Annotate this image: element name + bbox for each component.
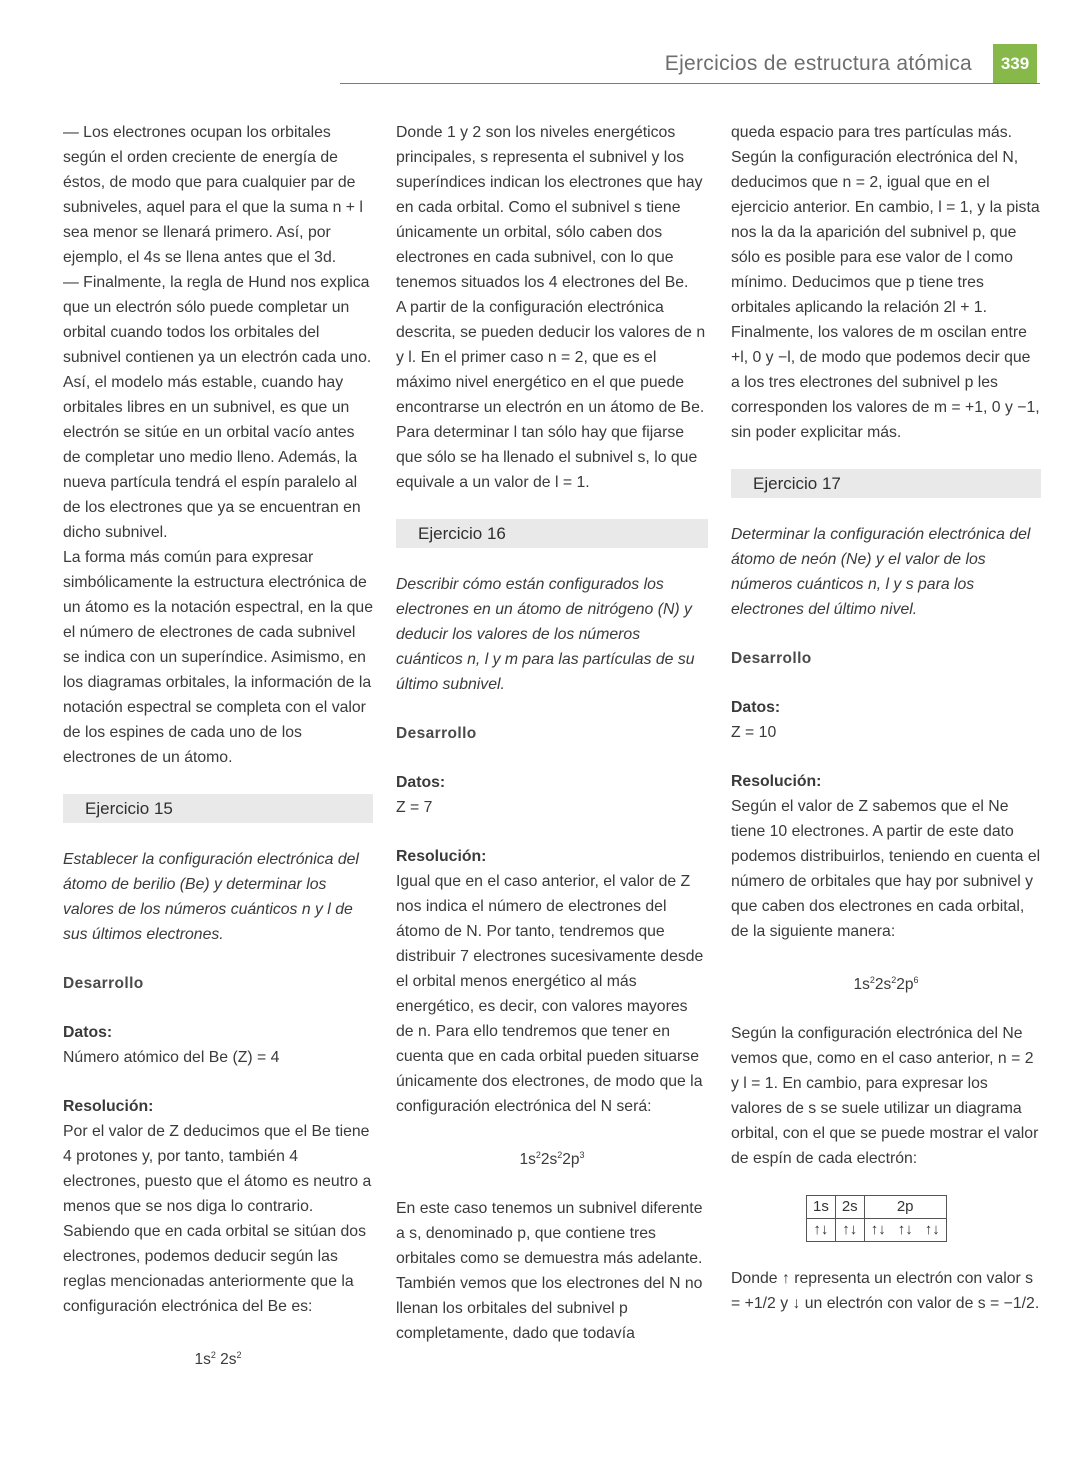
paragraph: Donde ↑ representa un electrón con valor s = +1/2 y ↓ un electrón con valor de s = −1/2. [731,1270,1040,1313]
orbital-header: 2p [864,1196,946,1219]
column-1 [63,120,373,1372]
desarrollo-heading: Desarrollo [731,650,812,667]
resolucion-label: Resolución: [731,773,822,790]
exercise-15-title: Ejercicio 15 [63,794,373,823]
page-number: 339 [993,44,1037,84]
electron-configuration: $1s^22s^22p^6$ [853,975,919,994]
electron-configuration: $1s^22s^22p^3$ [519,1150,585,1169]
paragraph: La forma más común para expresar simbólicamente la estructura electrónica de un átomo es la notación espectral, en la que el número de electrones de cada subnivel se indica con un superíndice. Asimismo, en los diagramas orbitales, la información de la notación espectral se completa con el valor de los espines de cada uno de los electrones de un átomo. [63,549,373,766]
orbital-spin: ↑↓ [864,1219,892,1242]
desarrollo-heading: Desarrollo [396,725,477,742]
datos-label: Datos: [731,699,781,716]
exercise-17-title: Ejercicio 17 [731,469,1041,498]
resolucion-text: Por el valor de Z deducimos que el Be tiene 4 protones y, por tanto, también 4 electrones, puesto que el átomo es neutro a menos que se nos diga lo contrario. Sabiendo que en cada orbital se sitúan dos electrones, podemos deducir según las reglas mencionadas anteriormente que la configuración electrónica del Be es: [63,1123,372,1315]
orbital-header: 2s [835,1196,864,1219]
column-3 [731,120,1041,1316]
header-divider [340,83,1040,84]
datos-value: Z = 7 [396,799,433,816]
orbital-spin: ↑↓ [892,1219,919,1242]
exercise-statement: Determinar la configuración electrónica del átomo de neón (Ne) y el valor de los números cuánticos n, l y s para los electrones del último nivel. [731,526,1031,618]
resolucion-text: Según el valor de Z sabemos que el Ne tiene 10 electrones. A partir de este dato podemos distribuirlos, teniendo en cuenta el número de orbitales que hay por subnivel y que caben dos electrones en cada orbital, de la siguiente manera: [731,798,1041,940]
paragraph: queda espacio para tres partículas más. Según la configuración electrónica del N, deducimos que n = 2, igual que en el ejercicio anterior. En cambio, l = 1, y la pista nos la da la aparición del subnivel p, que sólo es posible para ese valor de l como mínimo. Deducimos que p tiene tres orbitales aplicando la relación 2l + 1. [731,124,1040,316]
datos-label: Datos: [63,1024,113,1041]
column-2 [396,120,708,1346]
paragraph: A partir de la configuración electrónica descrita, se pueden deducir los valores de n y l. En el primer caso n = 2, que es el máximo nivel energético en el que puede encontrarse un electrón en un átomo de Be. Para determinar l tan sólo hay que fijarse que sólo se ha llenado el subnivel s, lo que equivale a un valor de l = 1. [396,299,706,491]
paragraph: Donde 1 y 2 son los niveles energéticos principales, s representa el subnivel y los superíndices indican los electrones que hay en cada orbital. Como el subnivel s tiene únicamente un orbital, sólo caben dos electrones en cada subnivel, con lo que tenemos situados los 4 electrones del Be. [396,124,703,291]
resolucion-label: Resolución: [396,848,487,865]
orbital-spin: ↑↓ [919,1219,947,1242]
datos-value: Número atómico del Be (Z) = 4 [63,1049,280,1066]
datos-value: Z = 10 [731,724,777,741]
resolucion-label: Resolución: [63,1098,154,1115]
electron-configuration: $1s^2$ $2s^2$ [194,1350,242,1369]
desarrollo-heading: Desarrollo [63,975,144,992]
paragraph: Según la configuración electrónica del Ne vemos que, como en el caso anterior, n = 2 y l = 1. En cambio, para expresar los valores de s se suele utilizar un diagrama orbital, con el que se puede mostrar el valor de espín de cada electrón: [731,1025,1039,1168]
paragraph: Finalmente, los valores de m oscilan entre +l, 0 y −l, de modo que podemos decir que a los tres electrones del subnivel p les corresponden los valores de m = +1, 0 y −1, sin poder explicitar más. [731,324,1040,441]
datos-label: Datos: [396,774,446,791]
exercise-16-title: Ejercicio 16 [396,519,708,548]
exercise-statement: Describir cómo están configurados los electrones en un átomo de nitrógeno (N) y deducir los valores de los números cuánticos n, l y m para las partículas de su último subnivel. [396,576,695,693]
running-header: Ejercicios de estructura atómica [664,52,972,75]
orbital-spin: ↑↓ [835,1219,864,1242]
orbital-diagram [806,1195,947,1242]
paragraph: — Los electrones ocupan los orbitales según el orden creciente de energía de éstos, de modo que para cualquier par de subniveles, aquel para el que la suma n + l sea menor se llenará primero. Así, por ejemplo, el 4s se llena antes que el 3d. [63,124,363,266]
paragraph: — Finalmente, la regla de Hund nos explica que un electrón sólo puede completar un orbital cuando todos los orbitales del subnivel contienen ya un electrón cada uno. Así, el modelo más estable, cuando hay orbitales libres en un subnivel, es que un electrón se sitúe en un orbital vacío antes de completar uno medio lleno. Además, la nueva partícula tendrá el espín paralelo al de los electrones que ya se encuentran en dicho subnivel. [63,274,372,541]
exercise-statement: Establecer la configuración electrónica del átomo de berilio (Be) y determinar los valores de los números cuánticos n y l de sus últimos electrones. [63,851,359,943]
orbital-header: 1s [807,1196,836,1219]
paragraph: En este caso tenemos un subnivel diferente a s, denominado p, que contiene tres orbitales como se demuestra más adelante. También vemos que los electrones del N no llenan los orbitales del subnivel p completamente, dado que todavía [396,1200,703,1343]
orbital-spin: ↑↓ [807,1219,836,1242]
resolucion-text: Igual que en el caso anterior, el valor de Z nos indica el número de electrones del átomo de N. Por tanto, tendremos que distribuir 7 electrones sucesivamente desde el orbital menos energético al más energético, es decir, con valores mayores de n. Para ello tendremos que tener en cuenta que en cada orbital pueden situarse únicamente dos electrones, de modo que la configuración electrónica del N será: [396,873,704,1115]
